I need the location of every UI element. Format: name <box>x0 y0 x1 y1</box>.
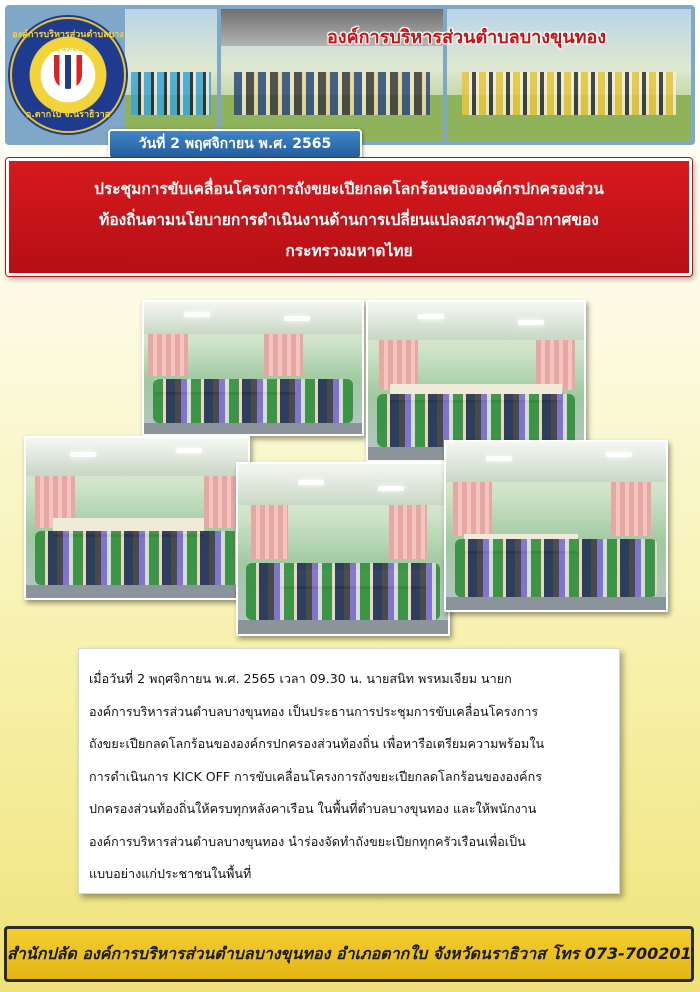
seal-flag-emblem <box>54 55 82 89</box>
body-text-line: ถังขยะเปียกลดโลกร้อนขององค์กรปกครองส่วนท้องถิ่น เพื่อหารือเตรียมความพร้อมใน <box>89 736 545 751</box>
meeting-photo-4 <box>236 462 450 636</box>
news-title-banner <box>6 158 692 276</box>
footer-contact-bar: สำนักปลัด องค์การบริหารส่วนตำบลบางขุนทอง อำเภอตากใบ จังหวัดนราธิวาส โทร 073-700201 <box>4 926 694 982</box>
body-text-line: เมื่อวันที่ 2 พฤศจิกายน พ.ศ. 2565 เวลา 09.30 น. นายสนิท พรหมเจียม นายก <box>89 671 512 686</box>
body-text-line: ปกครองส่วนท้องถิ่นให้ครบทุกหลังคาเรือน ในพื้นที่ตำบลบางขุนทอง และให้พนักงาน <box>89 801 537 816</box>
organization-title: องค์การบริหารส่วนตำบลบางขุนทอง <box>327 27 607 48</box>
header-photo-ceremony <box>125 9 217 141</box>
seal-text-top: องค์การบริหารส่วนตำบลบางขุนทอง <box>12 30 124 54</box>
body-text-line: องค์การบริหารส่วนตำบลบางขุนทอง เป็นประธานการประชุมการขับเคลื่อนโครงการ <box>89 703 539 719</box>
title-line: ท้องถิ่นตามนโยบายการดำเนินงานด้านการเปลี่ยนแปลงสภาพภูมิอากาศของ <box>99 211 599 229</box>
body-text-line: องค์การบริหารส่วนตำบลบางขุนทอง นำร่องจัดทำถังขยะเปียกทุกครัวเรือนเพื่อเป็น <box>89 833 526 849</box>
organization-seal-logo <box>10 17 126 133</box>
header-banner <box>5 5 695 145</box>
news-body-box <box>78 648 620 894</box>
meeting-photo-5 <box>444 440 668 612</box>
meeting-photo-2 <box>366 300 586 462</box>
body-text-line: แบบอย่างแก่ประชาชนในพื้นที่ <box>89 866 252 881</box>
meeting-photo-1 <box>142 300 364 436</box>
date-badge: วันที่ 2 พฤศจิกายน พ.ศ. 2565 <box>108 129 362 159</box>
meeting-photo-3 <box>24 436 250 600</box>
title-line: ประชุมการขับเคลื่อนโครงการถังขยะเปียกลดโลกร้อนขององค์กรปกครองส่วน <box>94 180 604 198</box>
body-text-line: การดำเนินการ KICK OFF การขับเคลื่อนโครงการถังขยะเปียกลดโลกร้อนขององค์กร <box>89 768 542 784</box>
title-line: กระทรวงมหาดไทย <box>285 242 413 260</box>
seal-text-bottom: อ.ตากใบ จ.นราธิวาส <box>25 110 111 120</box>
